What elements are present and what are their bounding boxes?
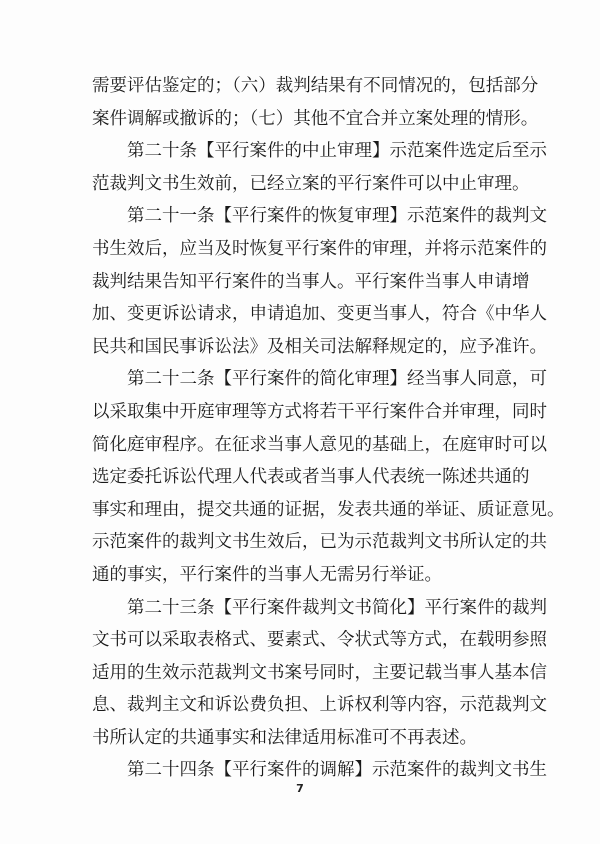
page-number: 7 — [296, 782, 304, 795]
text-line: 示范案件的裁判文书生效后，已为示范裁判文书所认定的共 — [92, 532, 547, 553]
text-line: 裁判结果告知平行案件的当事人。平行案件当事人申请增 — [92, 271, 530, 292]
article-22-heading-line: 第二十二条【平行案件的简化审理】经当事人同意，可 — [127, 369, 547, 390]
text-line: 息、裁判主文和诉讼费负担、上诉权利等内容，示范裁判文 — [92, 695, 547, 716]
text-line: 选定委托诉讼代理人代表或者当事人代表统一陈述共通的 — [92, 467, 530, 488]
text-line: 事实和理由，提交共通的证据，发表共通的举证、质证意见。 — [92, 499, 565, 520]
text-line: 适用的生效示范裁判文书案号同时，主要记载当事人基本信 — [92, 662, 547, 683]
article-21-heading-line: 第二十一条【平行案件的恢复审理】示范案件的裁判文 — [127, 206, 547, 227]
text-line: 书生效后，应当及时恢复平行案件的审理，并将示范案件的 — [92, 238, 547, 259]
text-line: 文书可以采取表格式、要素式、令状式等方式，在载明参照 — [92, 630, 547, 651]
text-line: 书所认定的共通事实和法律适用标准可不再表述。 — [92, 727, 477, 748]
article-23-heading-line: 第二十三条【平行案件裁判文书简化】平行案件的裁判 — [127, 597, 547, 618]
article-20-heading-line: 第二十条【平行案件的中止审理】示范案件选定后至示 — [127, 141, 547, 162]
text-line: 加、变更诉讼请求，申请追加、变更当事人，符合《中华人 — [92, 304, 547, 325]
text-line: 民共和国民事诉讼法》及相关司法解释规定的，应予准许。 — [92, 336, 547, 357]
text-line: 以采取集中开庭审理等方式将若干平行案件合并审理，同时 — [92, 401, 547, 422]
document-body — [92, 70, 565, 787]
text-line: 案件调解或撤诉的；（七）其他不宜合并立案处理的情形。 — [92, 108, 539, 129]
text-line: 简化庭审程序。在征求当事人意见的基础上，在庭审时可以 — [92, 434, 547, 455]
text-line: 通的事实，平行案件的当事人无需另行举证。 — [92, 564, 442, 585]
text-line: 需要评估鉴定的；（六）裁判结果有不同情况的，包括部分 — [92, 76, 539, 96]
article-24-heading-line: 第二十四条【平行案件的调解】示范案件的裁判文书生 — [127, 760, 547, 781]
text-line: 范裁判文书生效前，已经立案的平行案件可以中止审理。 — [92, 173, 530, 194]
